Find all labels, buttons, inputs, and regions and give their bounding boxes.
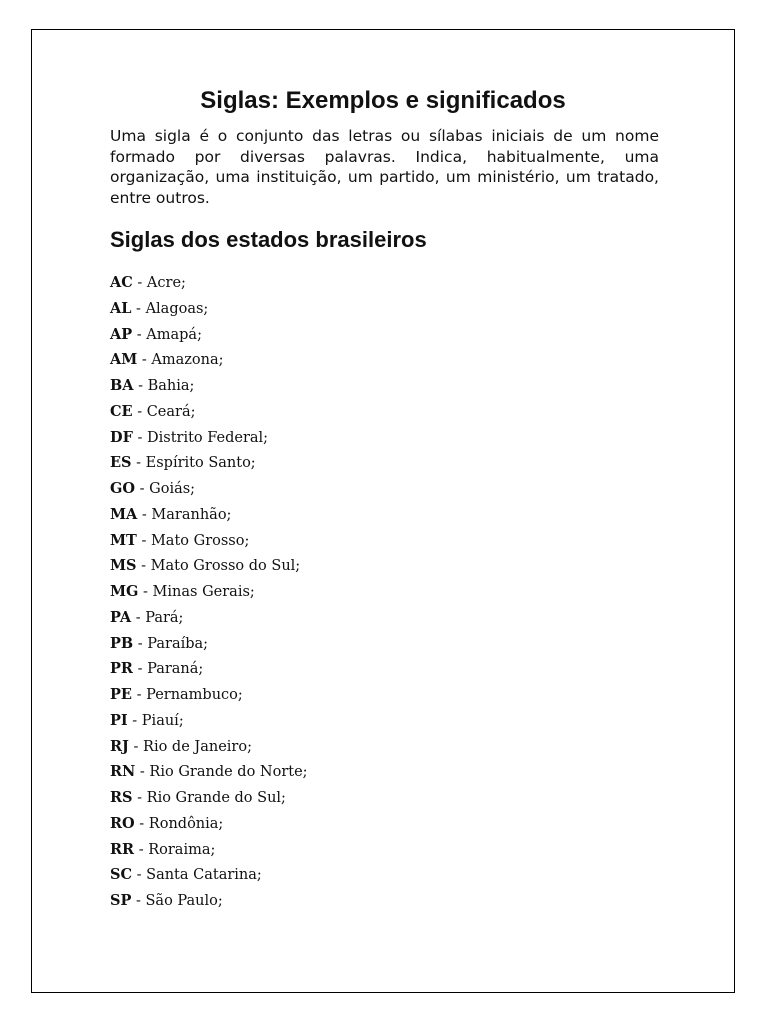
state-item: [110, 582, 308, 608]
document-page: [31, 29, 735, 993]
state-item: [110, 685, 308, 711]
intro-paragraph: Uma sigla é o conjunto das letras ou sílabas iniciais de um nome formado por diversas palavras. Indica, habitualmente, uma organização, uma instituição, um partido, um ministério, um tratado, entre outros.: [110, 127, 659, 207]
state-name: - Paraná;: [132, 661, 204, 678]
state-name: - Mato Grosso;: [136, 532, 250, 549]
state-name: - Espírito Santo;: [131, 455, 256, 472]
state-name: - Pernambuco;: [131, 687, 243, 703]
state-item: [110, 788, 308, 814]
state-item: [110, 479, 308, 505]
state-item: [110, 737, 308, 763]
state-name: - Ceará;: [132, 403, 196, 420]
state-item: [110, 376, 308, 402]
state-item: [110, 273, 308, 299]
state-code: RR: [110, 840, 135, 858]
state-code: SC: [110, 866, 133, 884]
state-code: MS: [110, 557, 137, 575]
state-name: - Rio Grande do Sul;: [132, 790, 286, 806]
state-name: - Rio Grande do Norte;: [135, 764, 308, 781]
state-code: AP: [110, 325, 133, 343]
state-code: GO: [110, 480, 136, 497]
state-item: [110, 505, 308, 531]
state-item: [110, 299, 308, 325]
state-code: PA: [110, 608, 132, 626]
state-code: PI: [110, 711, 128, 729]
state-item: [110, 762, 308, 788]
state-name: - Maranhão;: [137, 506, 232, 523]
state-name: - Minas Gerais;: [138, 584, 255, 600]
state-name: - São Paulo;: [131, 893, 223, 909]
state-code: MT: [110, 531, 137, 549]
state-name: - Alagoas;: [131, 300, 209, 317]
state-name: - Roraima;: [134, 841, 216, 858]
document-title: Siglas: Exemplos e significados: [200, 87, 566, 114]
state-name: - Goiás;: [135, 481, 196, 497]
state-code: DF: [110, 428, 133, 446]
state-name: - Pará;: [131, 609, 184, 626]
state-name: - Mato Grosso do Sul;: [136, 558, 301, 575]
state-name: - Piauí;: [127, 712, 184, 729]
state-code: RS: [110, 789, 133, 806]
section-title: Siglas dos estados brasileiros: [110, 227, 427, 252]
state-code: SP: [110, 892, 132, 909]
state-item: [110, 865, 308, 891]
state-list: [110, 273, 308, 917]
state-item: [110, 531, 308, 557]
state-item: [110, 634, 308, 660]
state-item: [110, 453, 308, 479]
state-item: [110, 556, 308, 582]
state-item: [110, 325, 308, 351]
state-code: AL: [110, 299, 132, 317]
state-code: AC: [110, 274, 133, 291]
state-item: [110, 428, 308, 454]
state-code: RO: [110, 814, 135, 832]
state-code: ES: [110, 454, 132, 472]
state-name: - Acre;: [132, 275, 186, 291]
state-name: - Rondônia;: [134, 815, 224, 832]
state-code: CE: [110, 402, 133, 420]
state-name: - Santa Catarina;: [132, 867, 262, 884]
state-name: - Rio de Janeiro;: [128, 738, 252, 755]
state-item: [110, 659, 308, 685]
state-item: [110, 402, 308, 428]
state-name: - Amazona;: [137, 352, 224, 369]
state-code: BA: [110, 377, 134, 394]
state-name: - Amapá;: [132, 326, 202, 343]
state-code: RN: [110, 763, 136, 781]
state-item: [110, 814, 308, 840]
state-code: AM: [110, 351, 138, 369]
state-item: [110, 891, 308, 917]
state-name: - Paraíba;: [133, 635, 209, 652]
state-name: - Distrito Federal;: [132, 429, 269, 446]
state-code: PR: [110, 660, 133, 678]
state-code: RJ: [110, 737, 129, 755]
state-code: MA: [110, 505, 138, 523]
state-item: [110, 711, 308, 737]
state-code: MG: [110, 583, 139, 600]
state-item: [110, 840, 308, 866]
state-code: PE: [110, 686, 132, 703]
state-item: [110, 608, 308, 634]
state-name: - Bahia;: [133, 378, 195, 394]
state-item: [110, 350, 308, 376]
state-code: PB: [110, 634, 134, 652]
